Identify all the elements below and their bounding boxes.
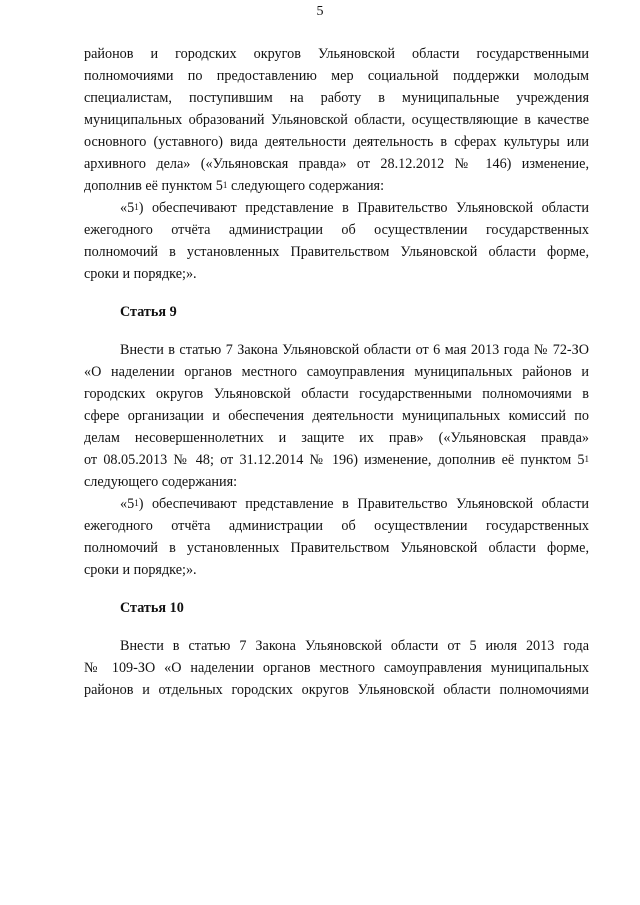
text-line: Внести в статью 7 Закона Ульяновской области от 5 июля 2013 года xyxy=(120,638,589,654)
superscript: 1 xyxy=(584,454,589,464)
text-line: районов и отдельных городских округов Ульяновской области полномочиями xyxy=(84,682,589,698)
text-line: архивного дела» («Ульяновская правда» от 28.12.2012 № 146) изменение, xyxy=(84,156,589,172)
text-line: городских округов Ульяновской области государственными полномочиями в xyxy=(84,386,589,402)
text-line: полномочий в установленных Правительством Ульяновской области форме, xyxy=(84,540,589,556)
article-heading: Статья 9 xyxy=(120,304,177,320)
text-line: сфере организации и обеспечения деятельности муниципальных комиссий по xyxy=(84,408,589,424)
text-fragment: «5 xyxy=(120,496,135,512)
text-line: следующего содержания: xyxy=(84,474,238,490)
superscript: 1 xyxy=(134,498,139,508)
superscript: 1 xyxy=(134,202,139,212)
text-fragment: дополнив её пунктом 5 xyxy=(84,178,223,194)
page-number: 5 xyxy=(316,4,324,19)
text-line: «О наделении органов местного самоуправления муниципальных районов и xyxy=(84,364,589,380)
text-line: полномочиями по предоставлению мер социальной поддержки молодым xyxy=(84,68,589,84)
text-fragment: от 08.05.2013 № 48; от 31.12.2014 № 196) изменение, дополнив её пунктом 5 xyxy=(84,452,585,468)
text-line: № 109-ЗО «О наделении органов местного самоуправления муниципальных xyxy=(84,660,589,676)
text-line: полномочий в установленных Правительством Ульяновской области форме, xyxy=(84,244,589,260)
text-line xyxy=(120,198,589,218)
text-fragment: следующего содержания: xyxy=(227,178,385,194)
text-line: районов и городских округов Ульяновской области государственными xyxy=(84,46,589,62)
text-fragment: ) обеспечивают представление в Правительство Ульяновской области xyxy=(138,496,589,512)
text-fragment: «5 xyxy=(120,200,135,216)
text-line xyxy=(84,450,589,470)
text-line: сроки и порядке;». xyxy=(84,562,197,578)
text-line: ежегодного отчёта администрации об осуществлении государственных xyxy=(84,518,589,534)
text-line: Внести в статью 7 Закона Ульяновской области от 6 мая 2013 года № 72-ЗО xyxy=(120,342,589,358)
text-line: сроки и порядке;». xyxy=(84,266,197,282)
text-line xyxy=(84,176,589,196)
text-line xyxy=(120,494,589,514)
text-line: специалистам, поступившим на работу в муниципальные учреждения xyxy=(84,90,589,106)
superscript: 1 xyxy=(222,180,228,190)
article-heading: Статья 10 xyxy=(120,600,184,616)
text-line: делам несовершеннолетних и защите их прав» («Ульяновская правда» xyxy=(84,430,589,446)
text-line: основного (уставного) вида деятельности деятельность в сферах культуры или xyxy=(84,134,589,150)
text-fragment: ) обеспечивают представление в Правительство Ульяновской области xyxy=(138,200,589,216)
text-line: муниципальных образований Ульяновской области, осуществляющие в качестве xyxy=(84,112,589,128)
text-line: ежегодного отчёта администрации об осуществлении государственных xyxy=(84,222,589,238)
